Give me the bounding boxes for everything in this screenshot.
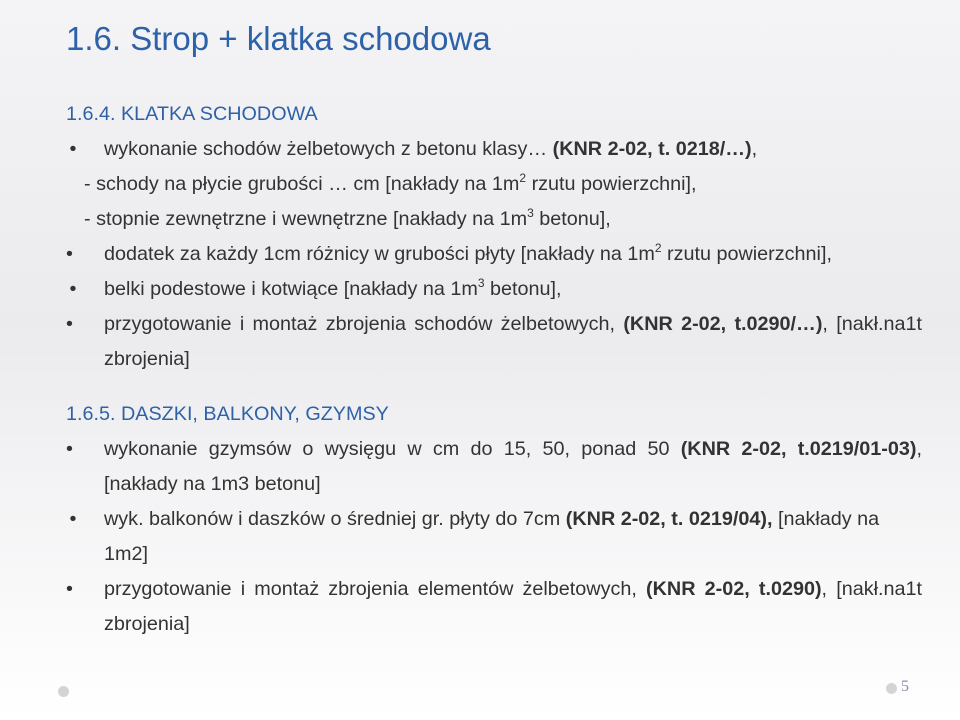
item-text: - schody na płycie grubości … cm [nakłady na 1m [84, 173, 520, 195]
list-item [66, 502, 922, 572]
list-subitem [66, 202, 922, 237]
item-superscript: 2 [519, 171, 527, 185]
decorative-dot-icon [886, 683, 897, 694]
item-reference: (KNR 2-02, t.0290/…) [623, 313, 823, 335]
item-text: dodatek za każdy 1cm różnicy w grubości płyty [nakłady na 1m [104, 243, 655, 265]
item-superscript: 3 [477, 276, 485, 290]
bullet-icon: • [66, 578, 73, 600]
item-text: wykonanie schodów żelbetowych z betonu klasy… [104, 138, 553, 160]
list-subitem [66, 167, 922, 202]
item-text: wyk. balkonów i daszków o średniej gr. płyty do 7cm [104, 508, 566, 530]
item-reference: (KNR 2-02, t.0290) [646, 578, 822, 600]
list-item [66, 432, 922, 502]
item-text: , [nakłady na 1m3 betonu] [104, 438, 922, 495]
item-text: betonu], [533, 208, 611, 230]
list-item [66, 237, 922, 272]
slide-title: 1.6. Strop + klatka schodowa [66, 20, 491, 57]
list-item [66, 572, 922, 642]
item-text: betonu], [484, 278, 562, 300]
bullet-icon: • [69, 138, 77, 160]
item-superscript: 3 [527, 206, 534, 220]
item-text: - stopnie zewnętrzne i wewnętrzne [nakłady na 1m [84, 208, 528, 230]
item-text: wykonanie gzymsów o wysięgu w cm do 15, 50, ponad 50 [104, 438, 681, 460]
bullet-icon: • [69, 508, 77, 530]
list-item [66, 272, 922, 307]
item-reference: (KNR 2-02, t. 0219/04), [565, 508, 773, 530]
bullet-icon: • [66, 313, 73, 335]
item-superscript: 2 [654, 241, 662, 255]
page-number: 5 [901, 678, 909, 695]
decorative-dot-icon [58, 686, 69, 697]
item-text: rzutu powierzchni], [526, 173, 697, 195]
item-text: , [751, 138, 758, 160]
list-item [66, 307, 922, 377]
item-text: rzutu powierzchni], [661, 243, 832, 265]
item-text: przygotowanie i montaż zbrojenia elementów żelbetowych, [104, 578, 647, 600]
section-heading-klatka: 1.6.4. KLATKA SCHODOWA [66, 103, 318, 125]
section-heading-daszki: 1.6.5. DASZKI, BALKONY, GZYMSY [66, 403, 389, 425]
slide-content [66, 97, 922, 642]
item-text: [nakłady na 1m2] [104, 508, 880, 565]
item-text: , [nakł.na1t zbrojenia] [104, 578, 922, 635]
item-text: , [nakł.na1t zbrojenia] [104, 313, 922, 370]
list-item [66, 132, 922, 167]
item-text: przygotowanie i montaż zbrojenia schodów żelbetowych, [104, 313, 624, 335]
item-text: belki podestowe i kotwiące [nakłady na 1m [104, 278, 478, 300]
item-reference: (KNR 2-02, t. 0218/…) [552, 138, 752, 160]
bullet-icon: • [66, 243, 73, 265]
bullet-icon: • [69, 278, 77, 300]
item-reference: (KNR 2-02, t.0219/01-03) [680, 438, 917, 460]
bullet-icon: • [66, 438, 73, 460]
